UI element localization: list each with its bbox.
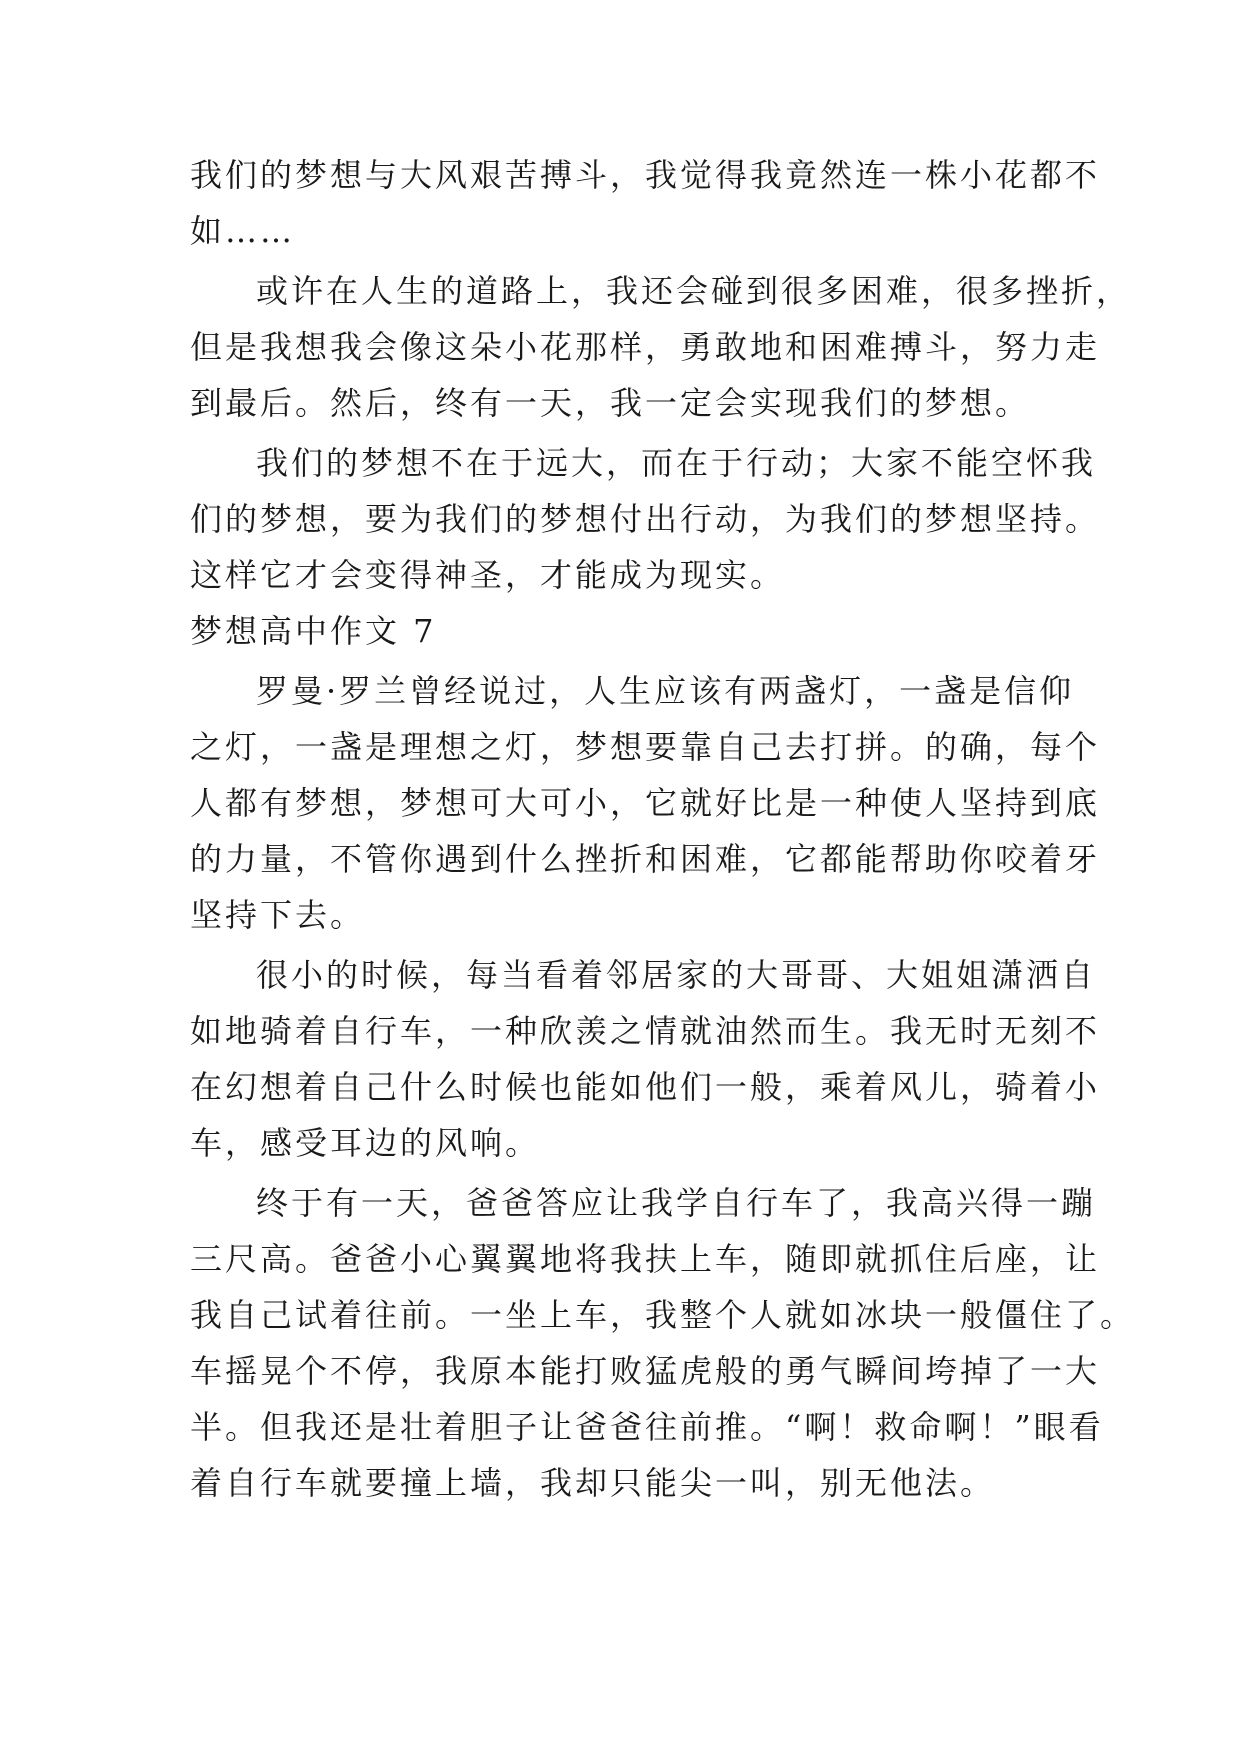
paragraph-start-line: 很小的时候，每当看着邻居家的大哥哥、大姐姐潇洒自 <box>256 956 1097 994</box>
text-line: 们的梦想，要为我们的梦想付出行动，为我们的梦想坚持。 <box>190 500 1101 538</box>
text-line: 我自己试着往前。一坐上车，我整个人就如冰块一般僵住了。 <box>190 1296 1136 1334</box>
text-line: 我们的梦想与大风艰苦搏斗，我觉得我竟然连一株小花都不 <box>190 156 1101 194</box>
text-line: 半。但我还是壮着胆子让爸爸往前推。“啊！救命啊！”眼看 <box>190 1408 1104 1446</box>
text-line: 如地骑着自行车，一种欣羡之情就油然而生。我无时无刻不 <box>190 1012 1101 1050</box>
text-line: 着自行车就要撞上墙，我却只能尖一叫，别无他法。 <box>190 1464 996 1502</box>
text-line: 这样它才会变得神圣，才能成为现实。 <box>190 556 786 594</box>
text-line: 坚持下去。 <box>190 896 366 934</box>
text-line: 的力量，不管你遇到什么挫折和困难，它都能帮助你咬着牙 <box>190 840 1101 878</box>
text-line: 如…… <box>190 212 296 250</box>
text-line: 在幻想着自己什么时候也能如他们一般，乘着风儿，骑着小 <box>190 1068 1101 1106</box>
text-line: 但是我想我会像这朵小花那样，勇敢地和困难搏斗，努力走 <box>190 328 1101 366</box>
text-line: 到最后。然后，终有一天，我一定会实现我们的梦想。 <box>190 384 1031 422</box>
text-line: 车，感受耳边的风响。 <box>190 1124 541 1162</box>
text-line: 三尺高。爸爸小心翼翼地将我扶上车，随即就抓住后座，让 <box>190 1240 1101 1278</box>
paragraph-start-line: 或许在人生的道路上，我还会碰到很多困难，很多挫折， <box>256 272 1132 310</box>
paragraph-start-line: 我们的梦想不在于远大，而在于行动；大家不能空怀我 <box>256 444 1097 482</box>
paragraph-start-line: 罗曼·罗兰曾经说过，人生应该有两盏灯，一盏是信仰 <box>256 672 1075 710</box>
section-heading: 梦想高中作文 7 <box>190 612 437 650</box>
paragraph-start-line: 终于有一天，爸爸答应让我学自行车了，我高兴得一蹦 <box>256 1184 1097 1222</box>
text-line: 之灯，一盏是理想之灯，梦想要靠自己去打拼。的确，每个 <box>190 728 1101 766</box>
text-line: 人都有梦想，梦想可大可小，它就好比是一种使人坚持到底 <box>190 784 1101 822</box>
text-line: 车摇晃个不停，我原本能打败猛虎般的勇气瞬间垮掉了一大 <box>190 1352 1101 1390</box>
